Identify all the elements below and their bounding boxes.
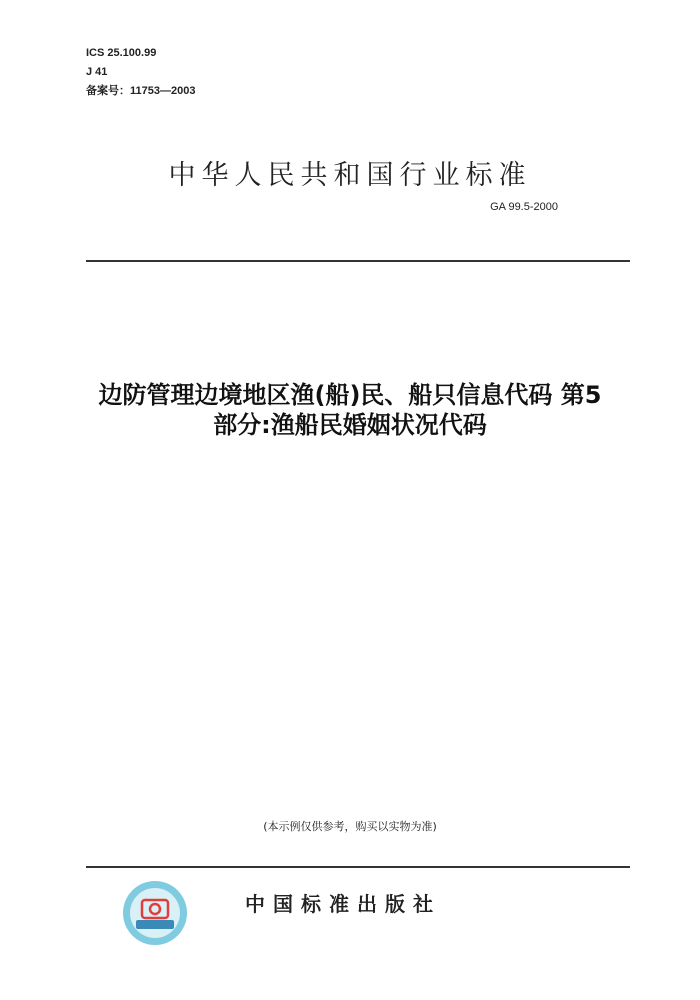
seal-band [136, 920, 174, 929]
sample-note: (本示例仅供参考，购买以实物为准) [263, 820, 437, 833]
publisher-name: 中国标准出版社 [245, 892, 441, 916]
publisher-seal-logo [122, 880, 188, 946]
top-divider [86, 260, 630, 262]
standard-type-title: 中华人民共和国行业标准 [168, 160, 532, 191]
header-meta [86, 44, 195, 101]
filing-number: 备案号：11753—2003 [86, 85, 196, 97]
document-title-line-2: 部分:渔船民婚姻状况代码 [213, 411, 487, 439]
class-code: J 41 [86, 66, 108, 78]
document-title [0, 380, 700, 440]
standard-code: GA 99.5-2000 [490, 201, 558, 213]
ics-code: ICS 25.100.99 [86, 47, 157, 59]
bottom-divider [86, 866, 630, 868]
document-title-line-1: 边防管理边境地区渔(船)民、船只信息代码 第5 [98, 381, 602, 409]
